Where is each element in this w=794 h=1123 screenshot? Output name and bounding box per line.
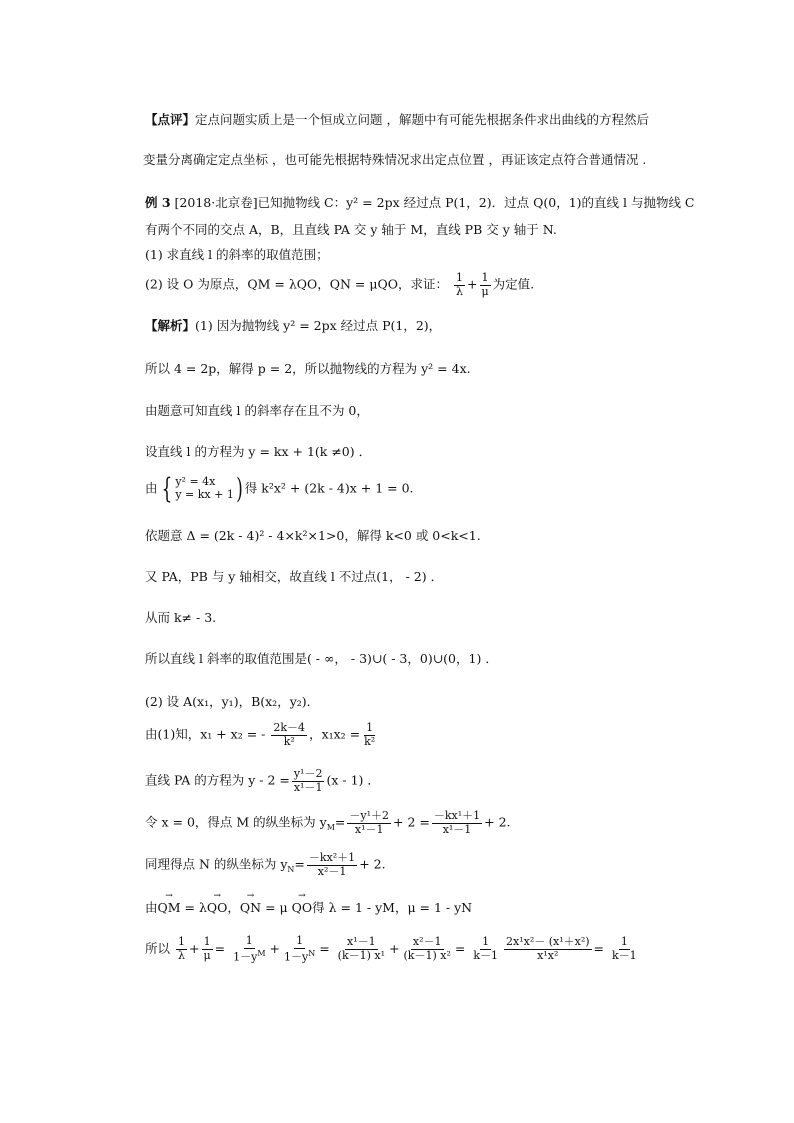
l16-pre: 所以 [145,940,171,956]
q2-text-b: QM = λQO，QN = μQO，求证： [247,276,448,292]
l14-pre: 同理得点 N 的纵坐标为 y [145,856,288,872]
solution-line-4: 设直线 l 的方程为 y = kx + 1(k ≠0) ． [145,444,372,459]
frac-slope-pa: $\frac{\text{y¹－2}}{\text{x¹－1}}$ [293,767,323,794]
l11-mid: ，x₁x₂ = [309,726,361,742]
solution-text-1: (1) 因为抛物线 y² = 2px 经过点 P(1，2)， [195,318,442,333]
solution-line-14: 同理得点 N 的纵坐标为 $y_N=$ $\frac{\text{－kx²＋1}}{\text{x²－1}}$ + 2. [145,851,386,878]
frac-ym-2: $\frac{\text{－kx¹＋1}}{\text{x¹－1}}$ [433,809,481,836]
comment-line-2: 变量分离确定定点坐标 ，也可能先根据特殊情况求出定点位置 ，再证该定点符合普通情况 . [143,152,647,167]
example-label: 例 3 [145,195,171,210]
solution-line-12 [145,768,380,794]
frac-ym-1: $\frac{\text{－y¹＋2}}{\text{x¹－1}}$ [349,809,389,836]
q2-text-a: (2) 设 O 为原点， [145,276,248,292]
solution-line-3: 由题意可知直线 l 的斜率存在且不为 0， [145,403,369,418]
question-2: (2) 设 O 为原点，QM = λQO，QN = μQO，求证： $\frac{1}{\lambda}$ + $\frac{1}{\mu}$ 为定值. [145,271,535,298]
solution-line-5 [145,472,414,505]
frac-product: $\frac{1}{\text{k²}}$ [364,721,376,748]
comment-line-1 [145,112,649,128]
comment-tag: 【点评】 [145,112,196,127]
solution-line-8: 从而 k≠ - 3. [145,610,217,625]
sys-row-2: y = kx + 1 [175,488,234,501]
frac-1-mu: $\frac{1}{\mu}$ [481,271,489,298]
l15-text: 得 λ = 1 - yM，μ = 1 - yN [312,900,473,915]
solution-tag: 【解析】 [145,318,196,333]
l12-post: (x - 1) ． [326,772,380,788]
solution-line-9: 所以直线 l 斜率的取值范围是( - ∞， - 3)∪( - 3，0)∪(0，1) ． [145,651,498,666]
solution-line-13: 令 x = 0，得点 M 的纵坐标为 $y_M=$ $\frac{\text{－y¹＋2}}{\text{x¹－1}}$ + 2 = $\frac{\text{－kx¹＋1}}{\text{x¹－1}}$ + 2. [145,809,511,836]
sys-row-1: y² = 4x [175,475,216,489]
l12-pre: 直线 PA 的方程为 y - 2 = [145,772,290,788]
solution-line-2: 所以 4 = 2p，解得 p = 2，所以抛物线的方程为 y² = 4x. [145,361,471,376]
solution-line-6: 依题意 Δ = (2k - 4)² - 4×k²×1>0，解得 k<0 或 0<k<1. [145,528,481,543]
comment-text-1: 定点问题实质上是一个恒成立问题 ，解题中有可能先根据条件求出曲线的方程然后 [195,112,649,127]
solution-line-10: (2) 设 A(x₁，y₁)，B(x₂，y₂)． [145,694,320,709]
solution-line-7: 又 PA，PB 与 y 轴相交，故直线 l 不过点(1， - 2) ． [145,569,444,584]
solution-line-15: 由→ QM = λ→ QO，→ QN = μ → QO得 λ = 1 - yM，μ = 1 - yN [145,900,472,916]
l11-pre: 由(1)知，x₁ + x₂ = - [145,726,266,742]
solution-line-1 [145,318,441,334]
solution-line-16: 所以 $\frac{1}{\lambda}$ + $\frac{1}{\mu}$ = $\frac{1}{1-y^M}$ + $\frac{1}{1-y^N}$ = $\frac{\text{x¹－1}}{\text{(k－1) x¹}}$ + $\frac{\text{x²－1}}{\text{(k－1) x²}}$ = $\frac{1}{k-1}$ $\frac{\text{2x¹x²－ (x¹＋x²)}}{\text{x¹x²}}$ = $\frac{1}{k-1}$ [145,934,637,964]
example-line-1 [145,195,695,211]
frac-yn: $\frac{\text{－kx²＋1}}{\text{x²－1}}$ [308,851,356,878]
example-text-1: [2018·北京卷]已知抛物线 C：y² = 2px 经过点 P(1，2)．过点 Q(0，1)的直线 l 与抛物线 C [174,195,695,210]
equation-system: { y² = 4x y = kx + 1 ) [161,472,243,505]
l5-post: 得 k²x² + (2k - 4)x + 1 = 0. [244,480,414,496]
question-1: (1) 求直线 l 的斜率的取值范围； [145,247,329,262]
l13-pre: 令 x = 0，得点 M 的纵坐标为 y [145,814,327,830]
frac-sum: $\frac{2k-4}{\text{k²}}$ [273,721,306,748]
q2-text-c: 为定值. [492,276,535,292]
frac-1-lambda: $\frac{1}{\lambda}$ [455,271,463,298]
example-line-2: 有两个不同的交点 A，B，且直线 PA 交 y 轴于 M，直线 PB 交 y 轴于 N. [145,222,557,237]
solution-line-11 [145,722,379,748]
l5-pre: 由 [145,480,158,496]
